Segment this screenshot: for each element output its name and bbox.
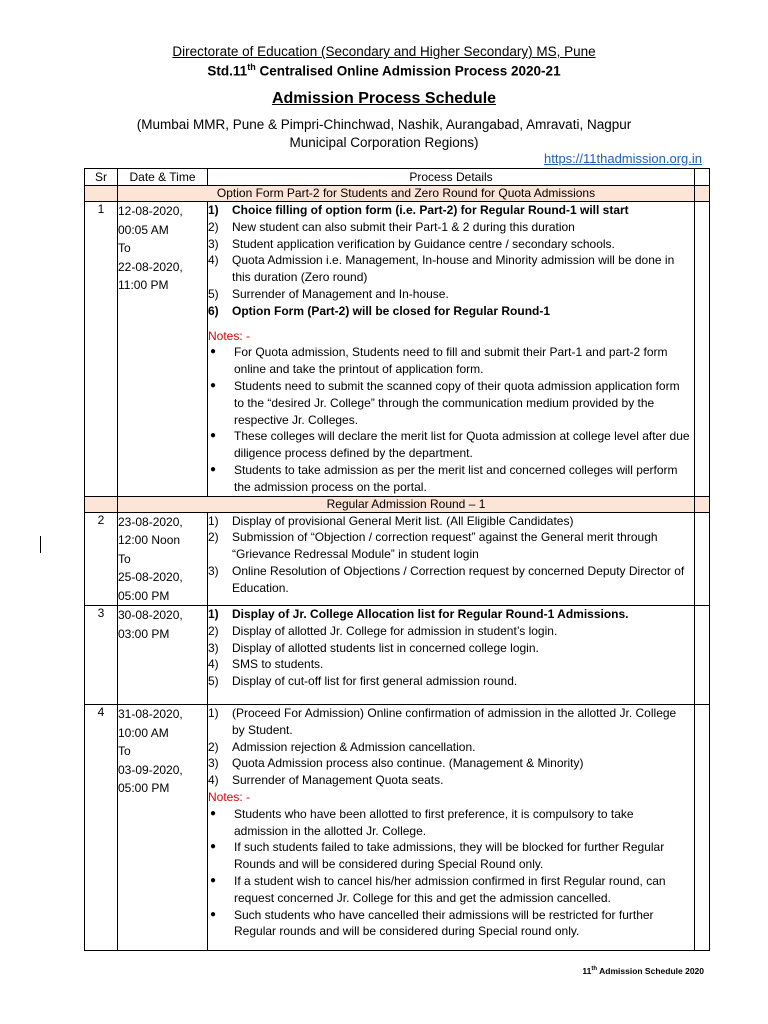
row-process-details: [208, 606, 695, 705]
date-line: 25-08-2020,: [118, 570, 183, 585]
item-number: 3): [208, 236, 219, 251]
row-date-time: [118, 512, 208, 606]
row-date-time: [118, 202, 208, 497]
bullet-icon: ●: [210, 875, 217, 886]
note-item: [208, 839, 694, 873]
date-line: To: [118, 551, 131, 566]
item-text: Admission rejection & Admission cancellation.: [232, 739, 476, 754]
item-text: Display of Jr. College Allocation list for Regular Round-1 Admissions.: [232, 607, 629, 622]
item-text: Option Form (Part-2) will be closed for Regular Round-1: [232, 303, 551, 318]
item-text: Surrender of Management Quota seats.: [232, 773, 444, 788]
note-item: [208, 873, 694, 907]
item-text: Quota Admission i.e. Management, In-house and Minority admission will be done in this duration (Zero round): [232, 253, 675, 285]
item-number: 6): [208, 303, 219, 318]
admission-website-link[interactable]: https://11thadmission.org.in: [543, 151, 702, 166]
section-row-option-form: [85, 186, 710, 202]
bullet-icon: ●: [210, 807, 217, 819]
row-serial: 1: [85, 202, 118, 497]
process-item: [208, 236, 694, 253]
item-text: Choice filling of option form (i.e. Part-2) for Regular Round-1 will start: [232, 203, 629, 217]
item-number: 4): [208, 773, 219, 788]
schedule-row-2: [85, 512, 710, 606]
schedule-row-1: [85, 202, 710, 497]
item-text: Display of provisional General Merit list. (All Eligible Candidates): [232, 513, 574, 528]
note-text: If a student wish to cancel his/her admission confirmed in first Regular round, can request concerned Jr. College for this and get the admission cancelled.: [234, 874, 666, 905]
note-text: Students need to submit the scanned copy of their quota admission application form to the “desired Jr. College” through the communication medium provided by the respective Jr. Colleges.: [234, 378, 680, 427]
process-item: [208, 513, 694, 530]
note-text: If such students failed to take admissions, they will be blocked for further Regular Rounds and will be considered during Special Round only.: [234, 840, 665, 872]
schedule-row-3: [85, 606, 710, 705]
notes-label: Notes: -: [208, 328, 251, 343]
section-sr-cell: [85, 496, 118, 512]
item-text: Online Resolution of Objections / Correction request by concerned Deputy Director of Education.: [232, 563, 685, 595]
process-items: [208, 513, 694, 597]
note-text: Students who have been allotted to first preference, it is compulsory to take admission in the allotted Jr. College.: [234, 806, 634, 838]
process-item: [208, 673, 694, 690]
process-items: [208, 606, 694, 690]
process-item: [208, 252, 694, 286]
process-item: [208, 563, 694, 597]
page-title: Admission Process Schedule: [271, 90, 497, 107]
item-text: (Proceed For Admission) Online confirmation of admission in the allotted Jr. College by Student.: [232, 706, 677, 737]
date-line: 10:00 AM: [118, 725, 169, 740]
process-item: [208, 739, 694, 756]
note-text: Students to take admission as per the merit list and concerned colleges will perform the admission process on the portal.: [234, 462, 678, 494]
note-item: [208, 378, 694, 428]
process-item: [208, 772, 694, 789]
section-title: Option Form Part-2 for Students and Zero Round for Quota Admissions: [118, 186, 695, 202]
section-title: Regular Admission Round – 1: [118, 496, 695, 512]
row-tail-cell: [695, 705, 710, 951]
item-number: 5): [208, 674, 219, 689]
item-number: 3): [208, 756, 219, 771]
item-number: 4): [208, 253, 219, 268]
blank-header: [695, 169, 710, 186]
item-text: Surrender of Management and In-house.: [232, 286, 449, 301]
process-item: [208, 705, 694, 739]
details-header: Process Details: [208, 169, 695, 186]
note-item: [208, 344, 694, 378]
item-number: 2): [208, 623, 219, 638]
regions-line-1: (Mumbai MMR, Pune & Pimpri-Chinchwad, Nashik, Aurangabad, Amravati, Nagpur: [136, 117, 632, 132]
section-sr-cell: [85, 186, 118, 202]
bullet-icon: ●: [210, 430, 217, 442]
row-serial: 4: [85, 705, 118, 951]
date-line: 12:00 Noon: [118, 533, 181, 548]
item-text: New student can also submit their Part-1 & 2 during this duration: [232, 219, 575, 234]
row-date-time: [118, 606, 208, 705]
item-number: 2): [208, 530, 219, 545]
section-tail-cell: [695, 186, 710, 202]
item-text: Submission of “Objection / correction request” against the General merit through “Grievance Redressal Module” in student login: [232, 530, 658, 562]
process-item: [208, 640, 694, 657]
process-item: [208, 656, 694, 673]
bullet-icon: ●: [210, 908, 217, 920]
text-cursor: [40, 536, 41, 553]
process-name: Centralised Online Admission Process 2020-21: [255, 63, 561, 79]
row-process-details: [208, 512, 695, 606]
note-text: For Quota admission, Students need to fill and submit their Part-1 and part-2 form online and take the printout of application form.: [234, 345, 668, 377]
bullet-icon: ●: [210, 346, 217, 358]
process-subheading: [0, 62, 768, 79]
row-process-details: [208, 202, 695, 497]
date-line: 03-09-2020,: [118, 762, 183, 777]
date-line: 12-08-2020,: [118, 204, 183, 218]
note-item: [208, 462, 694, 496]
note-item: [208, 806, 694, 840]
date-line: 30-08-2020,: [118, 608, 183, 623]
section-tail-cell: [695, 496, 710, 512]
date-line: 05:00 PM: [118, 781, 170, 796]
note-text: These colleges will declare the merit list for Quota admission at college level after due diligence process defined by the department.: [234, 429, 690, 461]
regions-line-2: Municipal Corporation Regions): [289, 135, 479, 150]
process-item: [208, 529, 694, 563]
item-number: 3): [208, 640, 219, 655]
item-number: 2): [208, 219, 219, 234]
row-process-details: [208, 705, 695, 951]
std-prefix: Std.11: [207, 63, 248, 79]
date-line: 03:00 PM: [118, 626, 170, 641]
notes-list: [208, 806, 694, 940]
sr-header: Sr: [85, 169, 118, 186]
process-items: [208, 202, 694, 320]
date-line: To: [118, 241, 131, 255]
item-text: Display of allotted Jr. College for admission in student’s login.: [232, 623, 558, 638]
page-footer: [582, 966, 704, 976]
item-text: Quota Admission process also continue. (Management & Minority): [232, 756, 584, 771]
item-number: 3): [208, 563, 219, 578]
std-superscript: th: [247, 62, 256, 72]
row-date-time: [118, 705, 208, 951]
row-tail-cell: [695, 512, 710, 606]
date-line: 31-08-2020,: [118, 707, 183, 722]
bullet-icon: ●: [210, 841, 217, 853]
date-line: 22-08-2020,: [118, 259, 183, 274]
process-item: [208, 202, 694, 219]
item-number: 5): [208, 286, 219, 301]
item-number: 1): [208, 607, 219, 622]
schedule-row-4: [85, 705, 710, 951]
table-header-row: [85, 169, 710, 186]
directorate-heading: Directorate of Education (Secondary and Higher Secondary) MS, Pune: [172, 44, 596, 59]
row-tail-cell: [695, 606, 710, 705]
footer-superscript: th: [591, 966, 598, 973]
item-text: SMS to students.: [232, 657, 324, 672]
process-item: [208, 219, 694, 236]
item-number: 1): [208, 203, 219, 217]
item-number: 1): [208, 706, 219, 721]
item-number: 2): [208, 739, 219, 754]
item-text: Display of cut-off list for first general admission round.: [232, 674, 518, 689]
schedule-table: [84, 168, 710, 951]
notes-label: Notes: -: [208, 790, 251, 805]
date-line: 11:00 PM: [118, 278, 169, 292]
bullet-icon: ●: [210, 379, 217, 391]
date-line: 23-08-2020,: [118, 514, 183, 529]
note-text: Such students who have cancelled their admissions will be restricted for further Regular rounds and will be considered during Special round only.: [234, 907, 654, 939]
date-line: 05:00 PM: [118, 588, 170, 603]
date-line: To: [118, 744, 131, 759]
bullet-icon: ●: [210, 463, 217, 475]
item-text: Display of allotted students list in concerned college login.: [232, 640, 539, 655]
note-item: [208, 428, 694, 462]
note-item: [208, 907, 694, 941]
footer-prefix: 11: [582, 966, 592, 976]
footer-text: Admission Schedule 2020: [597, 966, 704, 976]
date-line: 00:05 AM: [118, 222, 169, 237]
process-item: [208, 606, 694, 623]
process-item: [208, 623, 694, 640]
regions-text: [0, 116, 768, 152]
row-serial: 3: [85, 606, 118, 705]
row-tail-cell: [695, 202, 710, 497]
item-number: 1): [208, 513, 219, 528]
process-item: [208, 303, 694, 320]
notes-list: [208, 344, 694, 495]
row-serial: 2: [85, 512, 118, 606]
process-item: [208, 286, 694, 303]
date-header: Date & Time: [118, 169, 208, 186]
item-number: 4): [208, 657, 219, 672]
process-item: [208, 755, 694, 772]
section-row-regular-round-1: [85, 496, 710, 512]
item-text: Student application verification by Guidance centre / secondary schools.: [232, 236, 615, 251]
process-items: [208, 705, 694, 789]
